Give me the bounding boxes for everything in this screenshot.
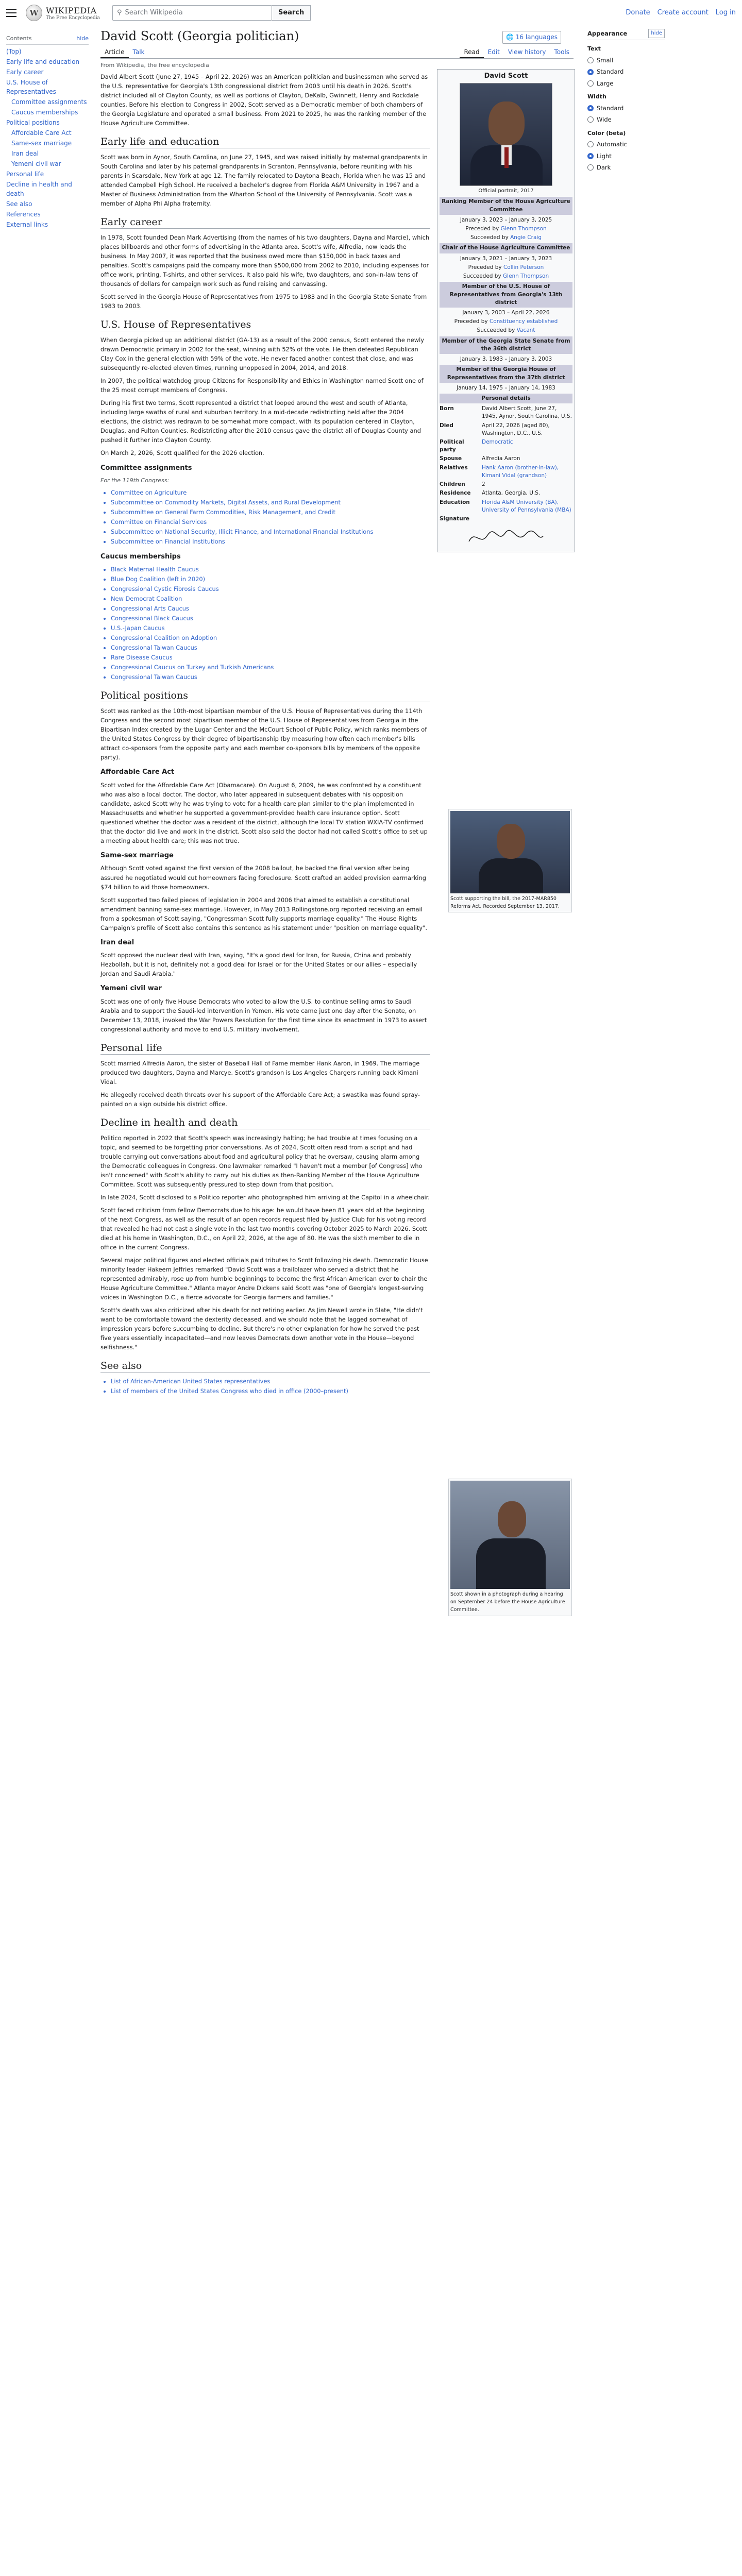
languages-button[interactable]: 🌐 16 languages (502, 31, 561, 44)
option-label: Large (597, 79, 614, 87)
paragraph: Politico reported in 2022 that Scott's speech was increasingly halting; he had trouble at times focusing on a topic, and seemed to be forgetting prior conversations. As of 2024, Scott often read from a script and had trouble carrying out conversations about food and agricultural policy that he oversaw, causing alarm among the Democratic colleagues in Congress. One lawmaker remarked "I haven't met a member [of Congress] who isn't concerned" with Scott's ability to carry out his duties as then-Ranking Member of the House Agriculture Committee. Scott was subsequently pressured to step down from that position. (100, 1134, 423, 1188)
width-heading: Width (587, 93, 606, 100)
office-term: January 3, 1983 – January 3, 2003 (460, 356, 552, 363)
toc-item[interactable]: References (6, 210, 41, 218)
list-item[interactable]: • Congressional Caucus on Turkey and Turkish Americans (111, 663, 430, 672)
preceded-by-link[interactable]: Collin Peterson (503, 264, 544, 270)
color-option[interactable] (587, 163, 665, 172)
residence-row: Residence Atlanta, Georgia, U.S. (440, 489, 572, 497)
paragraph: Scott supported two failed pieces of legislation in 2004 and 2006 that aimed to establish a constitutional amendment banning same-sex marriage. However, in May 2013 Rollingstone.org reported receiving an email from a spokesman of Scott saying, "Congressman Scott fully supports marriage equality." The House Rights Campaign's profile of Scott also contains this sentence as his statement under "position on marriage equality". (100, 896, 427, 931)
official-portrait[interactable] (460, 83, 552, 186)
search-placeholder: Search Wikipedia (125, 8, 183, 16)
office-succeeded: Succeeded by Angie Craig (470, 234, 542, 241)
list-item[interactable]: • Black Maternal Health Caucus (111, 565, 430, 574)
education-row: Education Florida A&M University (BA), University of Pennsylvania (MBA) (440, 499, 572, 514)
width-option[interactable] (587, 104, 665, 113)
option-label: Automatic (597, 141, 627, 148)
option-label: Small (597, 56, 613, 64)
office-band: Chair of the House Agriculture Committee (440, 243, 572, 253)
table-of-contents (6, 30, 89, 230)
list-item[interactable]: • Congressional Cystic Fibrosis Caucus (111, 584, 430, 594)
text-option[interactable] (587, 56, 665, 65)
toc-item[interactable]: U.S. House of Representatives (6, 78, 56, 95)
radio-icon[interactable] (587, 116, 594, 123)
page-tabs (100, 47, 574, 59)
tabs-left (100, 47, 148, 58)
infobox-title: David Scott (484, 72, 528, 80)
appearance-heading: Appearance (587, 30, 628, 37)
color-heading: Color (beta) (587, 129, 626, 137)
text-option[interactable] (587, 79, 665, 88)
list-item[interactable]: • List of African-American United States representatives (111, 1377, 430, 1386)
paragraph: When Georgia picked up an additional district (GA-13) as a result of the 2000 census, Scott entered the newly drawn Democratic primary in 2002 for the seat, winning with 52% of the vote. He then defeated Republican Clay Cox in the general election with 59% of the vote. He never faced another contest that close, and was subsequently re-elected eleven times, running unopposed in 2004, 2014, and 2018. (100, 336, 424, 372)
office-term: January 3, 2021 – January 3, 2023 (460, 255, 552, 262)
section-heading: See also (100, 1360, 430, 1372)
toc-heading-row (6, 34, 89, 45)
party-row: Political party Democratic (440, 438, 572, 454)
paragraph: In 1978, Scott founded Dean Mark Advertising (from the names of his two daughters, Dayna and Marcie), which places billboards and other forms of advertising in the Atlanta area. Scott's wife, Alfredia, now leads the business. In May 2007, it was reported that the business owed more than $150,000 in back taxes and penalties. Scott's campaigns paid the company more than $500,000 from 2002 to 2010, including expenses for office work, printing, T-shirts, and other services. It also paid his wife, two daughters, and son-in-law tens of thousands of dollars for campaign work such as fund raising and canvassing. (100, 234, 430, 288)
globe-icon: W (26, 5, 42, 21)
languages-label: 16 languages (515, 33, 558, 41)
paragraph: Scott was born in Aynor, South Carolina, on June 27, 1945, and was raised initially by maternal grandparents in South Carolina and later by his paternal grandparents in Scranton, Pennsylvania, before reuniting with his parents in Scarsdale, New York at age 12. The family relocated to Daytona Beach, Florida when he was 15 and attended Campbell High School. He received a bachelor's degree from Florida A&M University in 1967 and a Master of Business Administration from the Wharton School of the University of Pennsylvania. Scott was a member of Alpha Phi Alpha fraternity. (100, 154, 428, 208)
option-label: Standard (597, 68, 624, 76)
paragraph: Scott faced criticism from fellow Democrats due to his age: he would have been 81 years old at the beginning of the next Congress, as well as the result of an open records request filed by Justice Club for his voting record that revealed he had not cast a single vote in the last two months covering October 2025 to March 2026. Scott died at his home in Washington, D.C., on April 22, 2026, at the age of 80. He was the sixth member to die in office in the current Congress. (100, 1206, 428, 1251)
succeeded-by-link[interactable]: Glenn Thompson (503, 273, 549, 280)
party-value[interactable]: Democratic (482, 439, 513, 446)
office-preceded: Preceded by Constituency established (454, 318, 558, 325)
education-value[interactable]: Florida A&M University (BA), University of Pennsylvania (MBA) (482, 499, 571, 513)
radio-icon[interactable] (587, 57, 594, 63)
main-menu-icon[interactable] (6, 9, 16, 17)
from-line: From Wikipedia, the free encyclopedia (100, 62, 209, 69)
tab-talk[interactable]: Talk (132, 48, 145, 56)
tab-edit[interactable]: Edit (487, 48, 500, 56)
paragraph: Although Scott voted against the first version of the 2008 bailout, he backed the final version after being assured he negotiated would cut homeowners facing foreclosure. Scott crafted an added provision earmarking $74 billion to aid those homeowners. (100, 865, 426, 891)
list-item[interactable]: • Subcommittee on Financial Institutions (111, 537, 430, 546)
section-list (111, 488, 430, 546)
toc-item[interactable]: Personal life (6, 170, 44, 178)
toc-heading: Contents (6, 35, 32, 42)
radio-icon[interactable] (587, 141, 594, 147)
option-label: Wide (597, 116, 612, 124)
toc-item[interactable]: External links (6, 221, 48, 228)
office-succeeded: Succeeded by Vacant (477, 327, 535, 334)
office-term: January 14, 1975 – January 14, 1983 (457, 384, 555, 391)
portrait-caption: Official portrait, 2017 (478, 188, 534, 194)
toc-hide-button[interactable]: hide (76, 35, 89, 42)
section-heading: Early career (100, 216, 430, 229)
thumbnail-caption: Scott supporting the bill, the 2017-MAR850 Reforms Act. Recorded September 13, 2017. (450, 896, 560, 910)
tab-read[interactable]: Read (460, 47, 483, 58)
wikipedia-logo[interactable] (26, 5, 100, 21)
section-list (111, 1377, 430, 1396)
paragraph: During his first two terms, Scott represented a district that looped around the west and south of Atlanta, including large swaths of rural and suburban territory. In a mid-decade redistricting held after the 2004 elections, the district was redrawn to be somewhat more compact, with its population centered in Clayton, Douglas, and Fulton Counties. Redistricting after the 2010 census gave the district all of Douglas County and pushed it further into Clayton County. (100, 399, 421, 444)
header-link[interactable]: Create account (657, 8, 709, 16)
office-band: Member of the Georgia House of Representatives from the 37th district (440, 365, 572, 382)
office-band: Member of the U.S. House of Representatives from Georgia's 13th district (440, 282, 572, 308)
width-option[interactable] (587, 115, 665, 124)
radio-icon[interactable] (587, 105, 594, 111)
section-heading: Affordable Care Act (100, 768, 175, 776)
toc-item[interactable]: Political positions (6, 118, 60, 126)
list-item[interactable]: • Subcommittee on Commodity Markets, Digital Assets, and Rural Development (111, 498, 430, 507)
section-heading: Same-sex marriage (100, 851, 174, 859)
list-item[interactable]: • Subcommittee on General Farm Commodities, Risk Management, and Credit (111, 507, 430, 517)
appearance-hide-button[interactable]: hide (648, 29, 665, 38)
page-title: David Scott (Georgia politician) (100, 29, 299, 43)
thumbnail-caption: Scott shown in a photograph during a hearing on September 24 before the House Agriculture Committee. (450, 1591, 565, 1613)
section-heading: U.S. House of Representatives (100, 319, 430, 331)
section-heading: Yemeni civil war (100, 985, 162, 993)
office-band: Ranking Member of the House Agriculture Committee (440, 197, 572, 214)
office-preceded: Preceded by Collin Peterson (468, 264, 544, 270)
preceded-by-link[interactable]: Glenn Thompson (500, 226, 547, 232)
list-item[interactable]: • Congressional Taiwan Caucus (111, 672, 430, 682)
list-item[interactable]: • Committee on Agriculture (111, 488, 430, 497)
section-heading: Political positions (100, 690, 430, 702)
toc-item[interactable]: Decline in health and death (6, 180, 72, 197)
paragraph: Scott married Alfredia Aaron, the sister of Baseball Hall of Fame member Hank Aaron, in 1969. The marriage produced two daughters, Dayna and Marcye. Scott's grandson is Los Angeles Chargers running back Kimani Vidal. (100, 1059, 420, 1086)
toc-item[interactable]: (Top) (6, 47, 22, 55)
radio-icon[interactable] (587, 153, 594, 159)
list-item[interactable]: • List of members of the United States Congress who died in office (2000–present) (111, 1386, 430, 1396)
radio-icon[interactable] (587, 80, 594, 87)
paragraph: In late 2024, Scott disclosed to a Politico reporter who photographed him arriving at the Capitol in a wheelchair. (100, 1193, 430, 1201)
text-size-heading: Text (587, 45, 601, 53)
option-label: Dark (597, 163, 611, 171)
header-link[interactable]: Donate (626, 8, 650, 16)
tab-article[interactable]: Article (100, 47, 129, 58)
paragraph: On March 2, 2026, Scott qualified for the 2026 election. (100, 449, 264, 457)
section-heading: Personal life (100, 1042, 430, 1055)
signature-label: Signature (440, 516, 470, 522)
color-option[interactable] (587, 140, 665, 149)
office-term: January 3, 2003 – April 22, 2026 (462, 309, 550, 316)
paragraph: Scott was one of only five House Democrats who voted to allow the U.S. to continue selling arms to Saudi Arabia and to support the Saudi-led intervention in Yemen. His vote came just one day after the Senate, on December 13, 2018, invoked the War Powers Resolution for the first time since its enactment in 1973 to assert congressional authority and move to end U.S. military involvement. (100, 997, 427, 1033)
signature-image (465, 526, 547, 549)
section-heading: Committee assignments (100, 464, 192, 472)
color-option[interactable] (587, 151, 665, 161)
paragraph: In 2007, the political watchdog group Citizens for Responsibility and Ethics in Washington named Scott one of the 25 most corrupt members of Congress. (100, 377, 424, 394)
office-preceded: Preceded by Glenn Thompson (465, 226, 547, 232)
appearance-panel (587, 29, 665, 174)
site-tagline: The Free Encyclopedia (46, 15, 100, 21)
children-value: 2 (482, 481, 485, 488)
infobox (437, 69, 575, 552)
section-heading: Decline in health and death (100, 1117, 430, 1129)
toc-item[interactable]: Yemeni civil war (11, 160, 61, 167)
list-item[interactable]: • New Democrat Coalition (111, 594, 430, 603)
appearance-header (587, 29, 665, 40)
list-item[interactable]: • U.S.-Japan Caucus (111, 623, 430, 633)
signature-row (440, 515, 572, 523)
tab-view-history[interactable]: View history (508, 48, 546, 56)
search-icon: ⚲ (116, 8, 122, 16)
toc-item[interactable]: See also (6, 200, 32, 208)
relatives-row: Relatives Hank Aaron (brother-in-law), Kimani Vidal (grandson) (440, 464, 572, 480)
list-item[interactable]: • Blue Dog Coalition (left in 2020) (111, 574, 430, 584)
list-item[interactable]: • Congressional Black Caucus (111, 614, 430, 623)
tab-tools[interactable]: Tools (554, 48, 569, 56)
search-input[interactable] (112, 5, 272, 21)
hatnote: For the 119th Congress: (100, 477, 170, 484)
tabs-right (460, 47, 574, 58)
paragraph: Scott opposed the nuclear deal with Iran, saying, "It's a good deal for Iran, for Russia, China and probably Hezbollah, but it is not, definitely not a good deal for Israel or for the United States or our allies – especially Jordan and Saudi Arabia." (100, 952, 417, 978)
section-heading: Caucus memberships (100, 552, 181, 561)
toc-item[interactable]: Caucus memberships (11, 108, 78, 116)
personal-details-band: Personal details (440, 394, 572, 403)
office-band: Member of the Georgia State Senate from the 36th district (440, 336, 572, 354)
paragraph: Scott served in the Georgia House of Representatives from 1975 to 1983 and in the Georgia State Senate from 1983 to 2003. (100, 293, 427, 310)
succeeded-by-link[interactable]: Angie Craig (510, 234, 542, 241)
toc-item[interactable]: Iran deal (11, 149, 39, 157)
born-row: Born David Albert Scott, June 27, 1945, Aynor, South Carolina, U.S. (440, 405, 572, 420)
died-row: Died April 22, 2026 (aged 80), Washington, D.C., U.S. (440, 422, 572, 437)
toc-item[interactable]: Early career (6, 68, 44, 76)
section-list (111, 565, 430, 682)
header-link[interactable]: Log in (715, 8, 736, 16)
residence-value: Atlanta, Georgia, U.S. (482, 490, 541, 497)
preceded-by-link[interactable]: Constituency established (489, 318, 558, 325)
children-row: Children 2 (440, 481, 572, 488)
paragraph: He allegedly received death threats over his support of the Affordable Care Act; a swastika was found spray-painted on a sign outside his district office. (100, 1091, 420, 1108)
list-item[interactable]: • Congressional Taiwan Caucus (111, 643, 430, 652)
option-label: Light (597, 152, 612, 160)
section-heading: Early life and education (100, 136, 430, 148)
born-value: David Albert Scott, June 27, 1945, Aynor, South Carolina, U.S. (482, 405, 572, 420)
list-item[interactable]: • Rare Disease Caucus (111, 653, 430, 662)
radio-icon[interactable] (587, 69, 594, 75)
list-item[interactable]: • Subcommittee on National Security, Illicit Finance, and International Financial Institutions (111, 527, 430, 536)
text-option[interactable] (587, 67, 665, 76)
relatives-value[interactable]: Hank Aaron (brother-in-law), Kimani Vidal (grandson) (482, 464, 559, 479)
office-term: January 3, 2023 – January 3, 2025 (460, 216, 552, 223)
toc-item[interactable]: Committee assignments (11, 98, 87, 106)
list-item[interactable]: • Congressional Coalition on Adoption (111, 633, 430, 642)
toc-item[interactable]: Affordable Care Act (11, 129, 72, 137)
option-label: Standard (597, 104, 624, 112)
site-name: WIKIPEDIA (46, 5, 97, 15)
list-item[interactable]: • Committee on Financial Services (111, 517, 430, 527)
toc-item[interactable]: Early life and education (6, 58, 80, 65)
lead-paragraph: David Albert Scott (June 27, 1945 – April 22, 2026) was an American politician and businessman who served as the U.S. representative for Georgia's 13th congressional district from 2003 until his death in 2026. Scott's district included all of Clayton County, as well as portions of Clayton, DeKalb, Gwinnett, Henry and Rockdale counties. Before his election to Congress in 2002, Scott served as a Democratic member of both chambers of the Georgia Legislature and operated a small business. From 2021 to 2025, he was the ranking member of the House Agriculture Committee. (100, 73, 428, 127)
personal-tools (626, 8, 736, 19)
office-succeeded: Succeeded by Glenn Thompson (463, 273, 549, 280)
site-header (0, 0, 742, 26)
paragraph: Several major political figures and elected officials paid tributes to Scott following his death. Democratic House minority leader Hakeem Jeffries remarked "David Scott was a trailblazer who served a district that he represented admirably, rose up from humble beginnings to become the first African American ever to chair the House Agriculture Committee." Atlanta mayor Andre Dickens said Scott was "one of Georgia's longest-serving voices in Washington D.C., a fierce advocate for Georgia farmers and families." (100, 1257, 428, 1301)
list-item[interactable]: • Congressional Arts Caucus (111, 604, 430, 613)
section-heading: Iran deal (100, 938, 134, 946)
paragraph: Scott's death was also criticized after his death for not retiring earlier. As Jim Newell wrote in Slate, "He didn't want to be comfortable toward the dexterity deceased, and we should note that he lagged somewhat of impression years before succumbing to decline. But there's no other explanation for how he served the past five years essentially incapacitated—and now leaves Democrats down another vote in the House—beyond selfishness." (100, 1307, 423, 1351)
thumbnail-image[interactable] (448, 809, 572, 912)
radio-icon[interactable] (587, 164, 594, 171)
paragraph: Scott was ranked as the 10th-most bipartisan member of the U.S. House of Representatives during the 114th Congress and the second most bipartisan member of the U.S. House of Representatives from Georgia in the Bipartisan Index created by the Lugar Center and the McCourt School of Public Policy, which ranks members of the United States Congress by their degree of bipartisanship (by measuring how often each member's bills attract co-sponsors from the opposite party and each member co-sponsors bills by members of the opposite party). (100, 707, 427, 761)
article-body (100, 72, 430, 1400)
search-button[interactable]: Search (272, 5, 311, 21)
spouse-row: Spouse Alfredia Aaron (440, 455, 572, 463)
toc-item[interactable]: Same-sex marriage (11, 139, 72, 147)
succeeded-by-link[interactable]: Vacant (516, 327, 535, 334)
died-value: April 22, 2026 (aged 80), Washington, D.C., U.S. (482, 422, 550, 436)
thumbnail-image[interactable] (448, 1479, 572, 1616)
spouse-value: Alfredia Aaron (482, 455, 520, 462)
paragraph: Scott voted for the Affordable Care Act (Obamacare). On August 6, 2009, he was confronted by a constituent who was also a local doctor. The doctor, who later appeared in subsequent debates with his opposition candidate, asked Scott why he was trying to vote for a health care plan similar to the plan implemented in Massachusetts and whether he supported a government-provided health care insurance option. Scott questioned whether the doctor was a resident of the district, although the local TV station WXIA-TV confirmed that the doctor did live and work in the district. Scott also said the doctor had not called Scott's office to set up a meeting about health care; this was not true. (100, 781, 428, 844)
